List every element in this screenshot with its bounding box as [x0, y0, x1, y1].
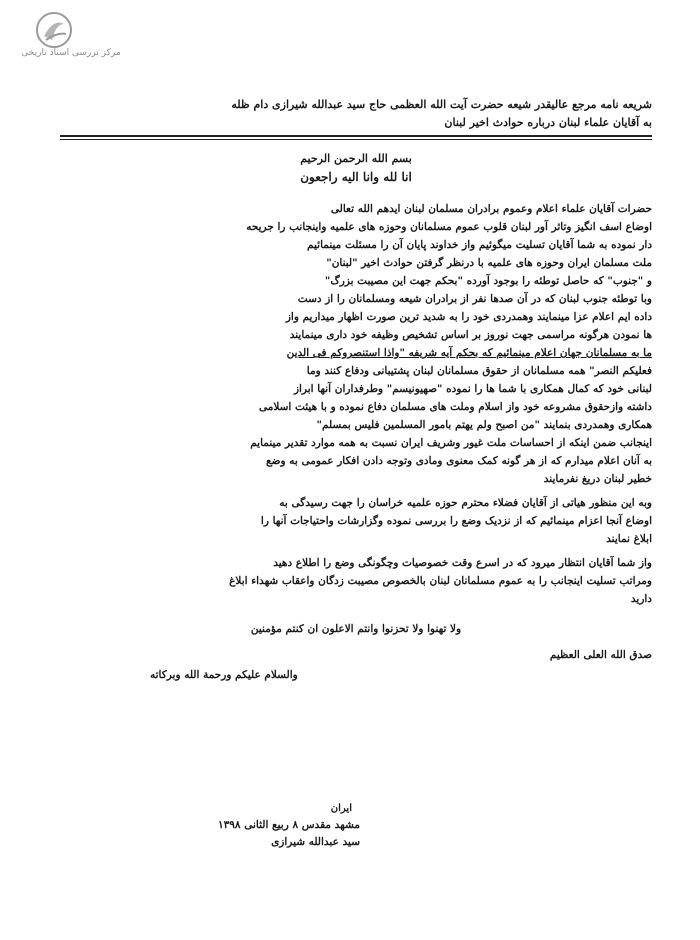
opening-verse: انا لله وانا الیه راجعون — [300, 170, 412, 184]
header-rule-thin — [60, 139, 652, 140]
body-line-underlined: ما به مسلمانان جهان اعلام مینمائیم که بحکم آیه شریفه "واذا استنصروکم فی الدین — [286, 347, 652, 359]
body-line: داده ایم اعلام عزا مینمایند وهمدردی خود را به شدید ترین صورت اظهار میداریم واز — [285, 311, 652, 323]
body-line: دار نموده به شما آقایان تسلیت میگوئیم واز خداوند پایان آن را مسئلت مینمائیم — [306, 239, 652, 251]
body-line: ملت مسلمان ایران وحوزه های علمیه با درنظر گرفتن حوادث اخیر "لبنان" — [326, 257, 652, 269]
body-line: لبنانی خود که کمال همکاری با شما ها را نموده "صهیونیسم" وطرفداران آنها ابراز — [293, 383, 652, 395]
signature-place-date: مشهد مقدس ۸ ربیع الثانی ۱۳۹۸ — [218, 819, 360, 831]
salam-line: والسلام علیکم ورحمة الله وبرکاته — [150, 669, 298, 681]
body-line: همکاری وهمدردی بنمایند "من اصبح ولم یهتم بامور المسلمین فلیس بمسلم" — [316, 419, 652, 431]
body-line: خطیر لبنان دریغ نفرمایند — [543, 473, 652, 485]
watermark-text: مرکز بررسی اسناد تاریخی — [21, 48, 121, 58]
body-line: و "جنوب" که حاصل توطئه را بوجود آورده "بحکم جهت این مصیبت بزرگ" — [324, 275, 652, 287]
body-line: اوضاع اسف انگیز وتاثر آور لبنان قلوب عموم مسلمانان وحوزه های علمیه واینجانب را جریحه — [246, 221, 652, 233]
header-line-1: شریعه نامه مرجع عالیقدر شیعه حضرت آیت الله العظمی حاج سید عبدالله شیرازی دام ظله — [231, 98, 652, 111]
body-line: اوضاع آنجا اعزام مینمائیم که از نزدیک وضع را بررسی نموده وگزارشات واحتیاجات آنها را — [260, 515, 652, 527]
header-line-2: به آقایان علماء لبنان درباره حوادث اخیر لبنان — [444, 116, 652, 129]
body-line: ومراتب تسلیت اینجانب را به عموم مسلمانان لبنان بالخصوص مصیبت زدگان واعقاب شهداء ابلاغ — [229, 575, 652, 587]
body-line: اینجانب ضمن اینکه از احساسات ملت غیور وشریف ایران نسبت به همه موارد تقدیر مینمایم — [250, 437, 652, 449]
watermark — [6, 6, 206, 66]
sadaq-line: صدق الله العلی العظیم — [549, 649, 652, 661]
body-line: وبه این منظور هیاتی از آقایان فضلاء محترم حوزه علمیه خراسان را جهت رسیدگی به — [279, 497, 652, 509]
body-line: وبا توطئه جنوب لبنان که در آن صدها نفر از برادران شیعه ومسلمانان را از دست — [297, 293, 652, 305]
body-line: داشته وازحقوق مشروعه خود واز اسلام وملت های مسلمان دفاع نموده و با هیئت اسلامی — [258, 401, 652, 413]
body-line: فعلیکم النصر" همه مسلمانان از حقوق مسلمانان لبنان پشتیبانی ودفاع کنند وما — [306, 365, 652, 377]
signature-name: سید عبدالله شیرازی — [271, 836, 360, 848]
letter-body — [60, 96, 652, 684]
archive-logo-icon — [34, 10, 74, 50]
header-rule — [60, 135, 652, 137]
body-line: ها نمودن هرگونه مراسمی جهت نوروز بر اساس تشخیص وظیفه خود داری مینمایند — [289, 329, 652, 341]
body-line: به آنان اعلام میدارم که از هر گونه کمک معنوی ومادی وتوجه دادن افکار عمومی به وضع — [266, 455, 652, 467]
body-line: واز شما آقایان انتظار میرود که در اسرع وقت خصوصیات وچگونگی وضع را اطلاع دهید — [273, 557, 652, 569]
basmala: بسم الله الرحمن الرحیم — [300, 152, 412, 165]
signature-block — [200, 800, 360, 851]
body-line: دارید — [630, 593, 652, 605]
body-line: ابلاغ نمایند — [606, 533, 652, 545]
signature-country: ایران — [330, 803, 352, 814]
closing-verse: ولا تهنوا ولا تحزنوا وانتم الاعلون ان کنتم مؤمنین — [250, 623, 462, 635]
body-line: حضرات آقایان علماء اعلام وعموم برادران مسلمان لبنان ایدهم الله تعالی — [330, 203, 652, 215]
